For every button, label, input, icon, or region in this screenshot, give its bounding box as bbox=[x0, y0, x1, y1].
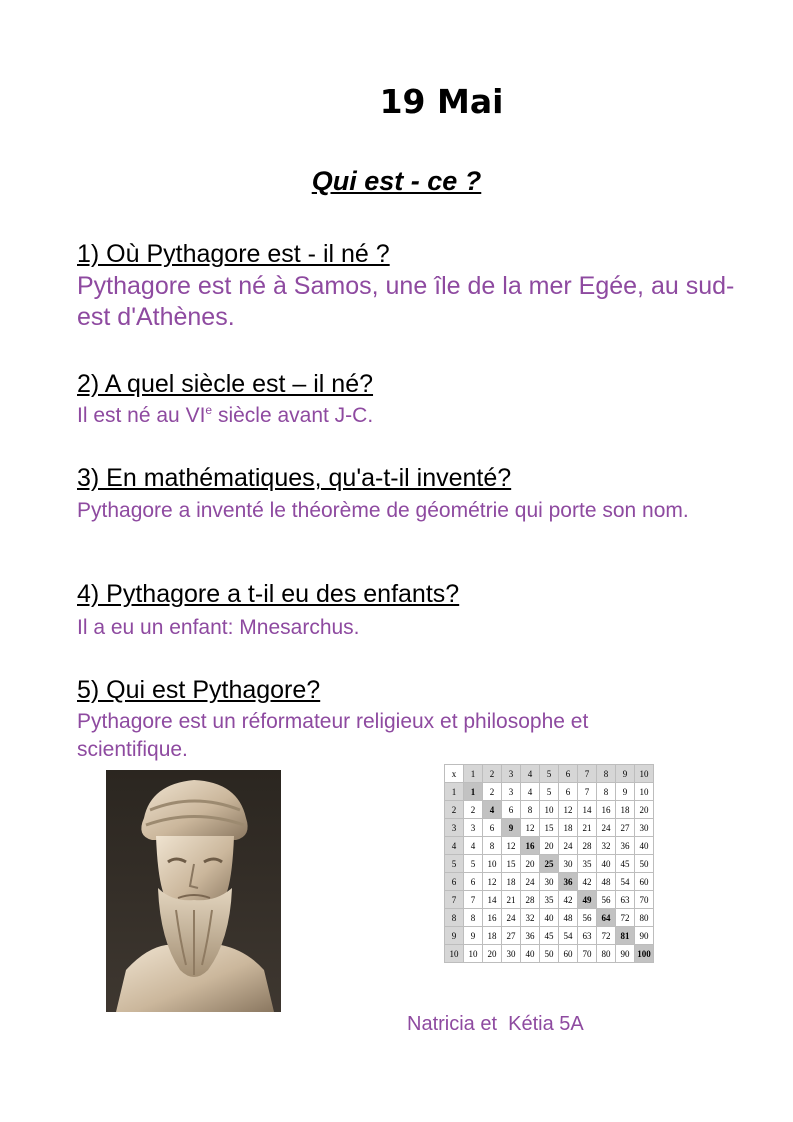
table-column-header: 3 bbox=[502, 765, 521, 783]
table-cell: 40 bbox=[521, 945, 540, 963]
table-row bbox=[445, 855, 654, 873]
answer-2 bbox=[77, 403, 737, 429]
table-cell: 12 bbox=[502, 837, 521, 855]
table-cell: 12 bbox=[559, 801, 578, 819]
table-square-cell: 100 bbox=[635, 945, 654, 963]
table-cell: 2 bbox=[483, 783, 502, 801]
table-row-header: 7 bbox=[445, 891, 464, 909]
table-cell: 36 bbox=[616, 837, 635, 855]
answer-3: Pythagore a inventé le théorème de géométrie qui porte son nom. bbox=[77, 499, 689, 522]
table-cell: 6 bbox=[559, 783, 578, 801]
table-cell: 20 bbox=[540, 837, 559, 855]
page-date: 19 Mai bbox=[379, 82, 504, 121]
table-cell: 5 bbox=[540, 783, 559, 801]
page-title: Qui est - ce ? bbox=[311, 166, 482, 196]
table-cell: 3 bbox=[502, 783, 521, 801]
table-square-cell: 25 bbox=[540, 855, 559, 873]
table-cell: 6 bbox=[464, 873, 483, 891]
table-cell: 18 bbox=[616, 801, 635, 819]
table-column-header: 2 bbox=[483, 765, 502, 783]
table-cell: 35 bbox=[578, 855, 597, 873]
table-cell: 36 bbox=[521, 927, 540, 945]
table-row-header: 4 bbox=[445, 837, 464, 855]
table-row bbox=[445, 945, 654, 963]
table-column-header: 8 bbox=[597, 765, 616, 783]
table-cell: 10 bbox=[635, 783, 654, 801]
table-cell: 16 bbox=[483, 909, 502, 927]
multiplication-table bbox=[444, 764, 654, 963]
table-cell: 6 bbox=[502, 801, 521, 819]
table-cell: 28 bbox=[521, 891, 540, 909]
question-1: 1) Où Pythagore est - il né ? bbox=[77, 240, 390, 268]
table-row-header: 1 bbox=[445, 783, 464, 801]
table-row-header: 8 bbox=[445, 909, 464, 927]
table-cell: 7 bbox=[578, 783, 597, 801]
table-column-header: 7 bbox=[578, 765, 597, 783]
table-cell: 40 bbox=[540, 909, 559, 927]
question-4: 4) Pythagore a t-il eu des enfants? bbox=[77, 580, 460, 608]
table-cell: 70 bbox=[578, 945, 597, 963]
table-row bbox=[445, 783, 654, 801]
table-cell: 63 bbox=[578, 927, 597, 945]
table-cell: 90 bbox=[635, 927, 654, 945]
table-square-cell: 16 bbox=[521, 837, 540, 855]
table-column-header: 9 bbox=[616, 765, 635, 783]
table-column-header: 6 bbox=[559, 765, 578, 783]
question-3: 3) En mathématiques, qu'a-t-il inventé? bbox=[77, 464, 512, 492]
table-cell: 10 bbox=[464, 945, 483, 963]
table-square-cell: 36 bbox=[559, 873, 578, 891]
table-cell: 21 bbox=[578, 819, 597, 837]
table-cell: 10 bbox=[483, 855, 502, 873]
table-cell: 32 bbox=[521, 909, 540, 927]
table-cell: 56 bbox=[578, 909, 597, 927]
table-cell: 30 bbox=[635, 819, 654, 837]
table-cell: 40 bbox=[597, 855, 616, 873]
table-row-header: 5 bbox=[445, 855, 464, 873]
table-cell: 24 bbox=[597, 819, 616, 837]
table-cell: 9 bbox=[616, 783, 635, 801]
table-cell: 4 bbox=[464, 837, 483, 855]
table-row-header: 10 bbox=[445, 945, 464, 963]
table-cell: 12 bbox=[521, 819, 540, 837]
table-cell: 32 bbox=[597, 837, 616, 855]
table-cell: 80 bbox=[635, 909, 654, 927]
table-cell: 24 bbox=[502, 909, 521, 927]
table-row bbox=[445, 801, 654, 819]
table-cell: 60 bbox=[635, 873, 654, 891]
table-header-row bbox=[445, 765, 654, 783]
table-cell: 12 bbox=[483, 873, 502, 891]
table-square-cell: 64 bbox=[597, 909, 616, 927]
table-cell: 54 bbox=[559, 927, 578, 945]
table-cell: 27 bbox=[616, 819, 635, 837]
answer-2-superscript: e bbox=[205, 403, 213, 417]
table-cell: 7 bbox=[464, 891, 483, 909]
table-row bbox=[445, 909, 654, 927]
table-row-header: 6 bbox=[445, 873, 464, 891]
table-cell: 5 bbox=[464, 855, 483, 873]
table-cell: 63 bbox=[616, 891, 635, 909]
table-cell: 72 bbox=[597, 927, 616, 945]
answer-4: Il a eu un enfant: Mnesarchus. bbox=[77, 616, 360, 639]
table-cell: 18 bbox=[483, 927, 502, 945]
table-row-header: 9 bbox=[445, 927, 464, 945]
answer-2-text: Il est né au VI bbox=[77, 404, 206, 427]
table-cell: 42 bbox=[578, 873, 597, 891]
table-cell: 20 bbox=[635, 801, 654, 819]
table-cell: 40 bbox=[635, 837, 654, 855]
table-row bbox=[445, 873, 654, 891]
table-cell: 54 bbox=[616, 873, 635, 891]
table-cell: 28 bbox=[578, 837, 597, 855]
table-row bbox=[445, 837, 654, 855]
table-cell: 50 bbox=[540, 945, 559, 963]
table-square-cell: 81 bbox=[616, 927, 635, 945]
table-row-header: 2 bbox=[445, 801, 464, 819]
table-cell: 90 bbox=[616, 945, 635, 963]
table-cell: 18 bbox=[502, 873, 521, 891]
table-row bbox=[445, 927, 654, 945]
authors-signature: Natricia et Kétia 5A bbox=[407, 1013, 584, 1035]
answer-2-text-end: siècle avant J-C. bbox=[212, 404, 374, 427]
table-cell: 72 bbox=[616, 909, 635, 927]
table-cell: 24 bbox=[559, 837, 578, 855]
answer-1: Pythagore est né à Samos, une île de la mer Egée, au sud-est d'Athènes. bbox=[77, 272, 735, 331]
table-square-cell: 9 bbox=[502, 819, 521, 837]
table-cell: 45 bbox=[616, 855, 635, 873]
table-cell: 15 bbox=[540, 819, 559, 837]
table-cell: 9 bbox=[464, 927, 483, 945]
table-corner-cell: x bbox=[445, 765, 464, 783]
table-cell: 8 bbox=[483, 837, 502, 855]
table-square-cell: 1 bbox=[464, 783, 483, 801]
table-cell: 18 bbox=[559, 819, 578, 837]
table-cell: 14 bbox=[483, 891, 502, 909]
answer-5: Pythagore est un réformateur religieux et philosophe et scientifique. bbox=[77, 710, 589, 761]
table-column-header: 10 bbox=[635, 765, 654, 783]
table-cell: 3 bbox=[464, 819, 483, 837]
question-5: 5) Qui est Pythagore? bbox=[77, 676, 321, 704]
table-cell: 15 bbox=[502, 855, 521, 873]
table-cell: 8 bbox=[464, 909, 483, 927]
table-cell: 48 bbox=[597, 873, 616, 891]
table-cell: 21 bbox=[502, 891, 521, 909]
table-cell: 27 bbox=[502, 927, 521, 945]
bust-illustration bbox=[106, 770, 281, 1012]
table-square-cell: 4 bbox=[483, 801, 502, 819]
table-row bbox=[445, 891, 654, 909]
table-cell: 2 bbox=[464, 801, 483, 819]
table-cell: 8 bbox=[521, 801, 540, 819]
table-column-header: 5 bbox=[540, 765, 559, 783]
table-column-header: 1 bbox=[464, 765, 483, 783]
table-cell: 60 bbox=[559, 945, 578, 963]
question-2: 2) A quel siècle est – il né? bbox=[77, 370, 374, 398]
table-row bbox=[445, 819, 654, 837]
table-cell: 4 bbox=[521, 783, 540, 801]
table-cell: 30 bbox=[540, 873, 559, 891]
table-cell: 14 bbox=[578, 801, 597, 819]
table-cell: 30 bbox=[502, 945, 521, 963]
table-cell: 80 bbox=[597, 945, 616, 963]
table-cell: 20 bbox=[521, 855, 540, 873]
table-row-header: 3 bbox=[445, 819, 464, 837]
table-cell: 45 bbox=[540, 927, 559, 945]
table-cell: 42 bbox=[559, 891, 578, 909]
table-cell: 10 bbox=[540, 801, 559, 819]
table-cell: 30 bbox=[559, 855, 578, 873]
table-cell: 35 bbox=[540, 891, 559, 909]
table-cell: 70 bbox=[635, 891, 654, 909]
table-cell: 6 bbox=[483, 819, 502, 837]
table-cell: 56 bbox=[597, 891, 616, 909]
table-cell: 8 bbox=[597, 783, 616, 801]
table-cell: 24 bbox=[521, 873, 540, 891]
table-cell: 50 bbox=[635, 855, 654, 873]
table-cell: 20 bbox=[483, 945, 502, 963]
table-column-header: 4 bbox=[521, 765, 540, 783]
table-cell: 48 bbox=[559, 909, 578, 927]
pythagoras-bust-image bbox=[106, 770, 281, 1012]
table-square-cell: 49 bbox=[578, 891, 597, 909]
table-cell: 16 bbox=[597, 801, 616, 819]
